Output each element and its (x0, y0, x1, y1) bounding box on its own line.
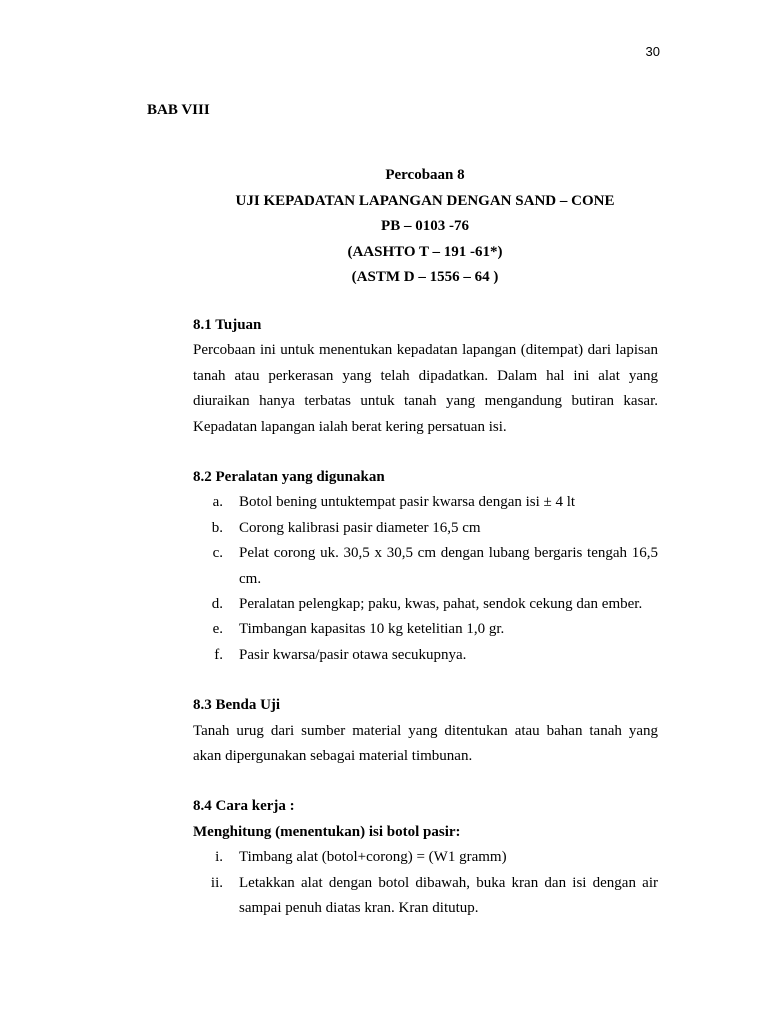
page-number: 30 (645, 44, 660, 59)
list-item-text: Botol bening untuktempat pasir kwarsa dengan isi ± 4 lt (239, 494, 576, 511)
paragraph-benda-uji: Tanah urug dari sumber material yang ditentukan atau bahan tanah yang akan dipergunakan sebagai material timbunan. (193, 722, 658, 765)
equipment-list (193, 490, 658, 668)
list-item (193, 871, 658, 922)
procedure-list (193, 845, 658, 921)
list-item (193, 617, 658, 642)
list-marker: b. (211, 519, 223, 536)
list-item (193, 592, 658, 617)
paragraph-tujuan: Percobaan ini untuk menentukan kepadatan lapangan (ditempat) dari lapisan tanah atau perkerasan yang telah dipadatkan. Dalam hal ini alat yang diuraikan hanya terbatas untuk tanah yang mengandung butiran kasar. Kepadatan lapangan ialah berat kering persatuan isi. (193, 342, 658, 435)
section-heading-tujuan: 8.1 Tujuan (193, 317, 262, 333)
list-item-text: Pasir kwarsa/pasir otawa secukupnya. (239, 646, 467, 663)
standard-aashto: (AASHTO T – 191 -61*) (347, 243, 503, 260)
experiment-title: UJI KEPADATAN LAPANGAN DENGAN SAND – CONE (235, 192, 615, 209)
list-item-text: Timbang alat (botol+corong) = (W1 gramm) (239, 849, 507, 866)
section-heading-cara-kerja: 8.4 Cara kerja : (193, 798, 295, 815)
list-marker: ii. (210, 874, 223, 891)
subheading-isi-botol: Menghitung (menentukan) isi botol pasir: (193, 823, 461, 840)
list-marker: a. (212, 494, 223, 511)
experiment-title-block (192, 163, 658, 291)
list-item (193, 541, 658, 592)
list-marker: f. (214, 646, 223, 663)
list-item-text: Pelat corong uk. 30,5 x 30,5 cm dengan lubang bergaris tengah 16,5 cm. (239, 545, 658, 587)
list-marker: c. (212, 545, 223, 562)
list-item (193, 643, 658, 668)
document-body (193, 313, 658, 921)
list-item (193, 845, 658, 870)
chapter-heading: BAB VIII (147, 102, 210, 118)
list-marker: e. (212, 621, 223, 638)
section-heading-benda-uji: 8.3 Benda Uji (193, 697, 281, 714)
list-marker: i. (215, 849, 223, 866)
list-item (193, 490, 658, 515)
list-item-text: Letakkan alat dengan botol dibawah, buka kran dan isi dengan air sampai penuh diatas kran. Kran ditutup. (239, 874, 658, 917)
list-item-text: Timbangan kapasitas 10 kg ketelitian 1,0 gr. (239, 621, 505, 638)
list-item (193, 516, 658, 541)
list-item-text: Corong kalibrasi pasir diameter 16,5 cm (239, 519, 481, 536)
standard-astm: (ASTM D – 1556 – 64 ) (351, 269, 499, 286)
standard-pb: PB – 0103 -76 (381, 218, 469, 235)
list-item-text: Peralatan pelengkap; paku, kwas, pahat, sendok cekung dan ember. (239, 596, 643, 613)
section-heading-peralatan: 8.2 Peralatan yang digunakan (193, 469, 385, 486)
experiment-number: Percobaan 8 (385, 167, 465, 183)
list-marker: d. (211, 596, 223, 613)
